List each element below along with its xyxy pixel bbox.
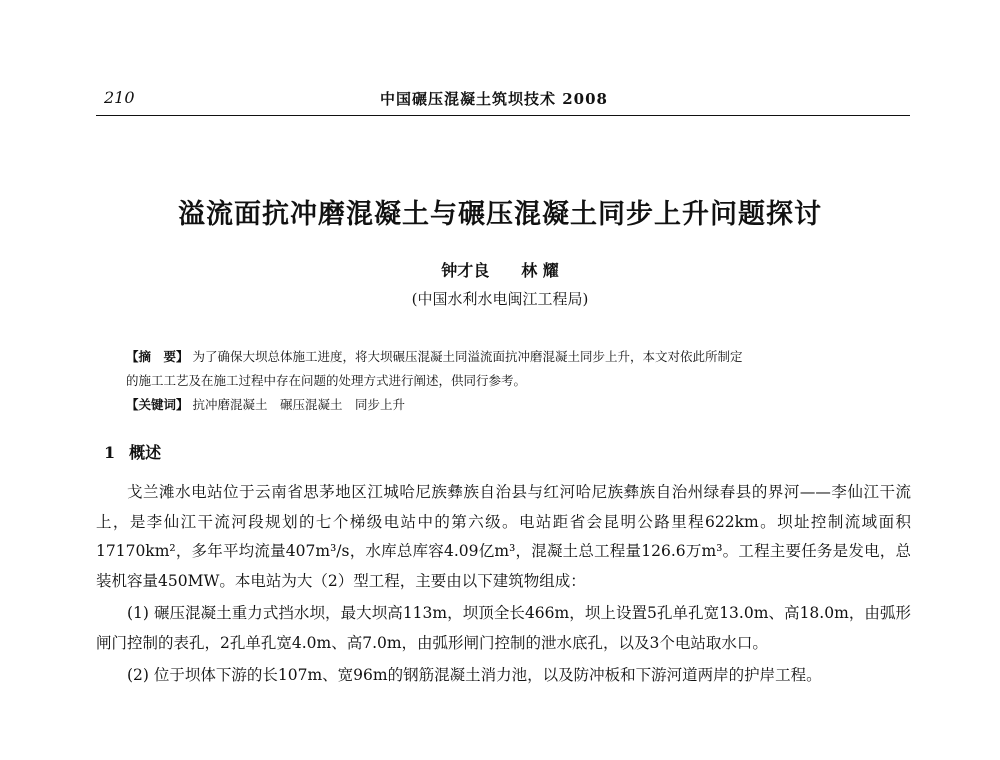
author-name: 林 耀 (521, 261, 559, 280)
section-title: 概述 (129, 443, 162, 462)
authors (0, 258, 1000, 281)
section-number: 1 (104, 443, 116, 462)
running-header: 中国碾压混凝土筑坝技术 2008 (380, 90, 608, 108)
keywords-label: 【关键词】 (126, 397, 189, 412)
affiliation: (中国水利水电闽江工程局) (411, 290, 589, 308)
page-number: 210 (104, 88, 135, 107)
abstract-label: 【摘 要】 (126, 349, 189, 364)
abstract-text-line1: 为了确保大坝总体施工进度，将大坝碾压混凝土同溢流面抗冲磨混凝土同步上升，本文对依此所制定 (192, 349, 743, 364)
keywords-text: 抗冲磨混凝土 碾压混凝土 同步上升 (192, 397, 406, 412)
body-paragraph: 戈兰滩水电站位于云南省思茅地区江城哈尼族彝族自治县与红河哈尼族彝族自治州绿春县的界河——李仙江干流上，是李仙江干流河段规划的七个梯级电站中的第六级。电站距省会昆明公路里程622km。坝址控制流域面积17170km²，多年平均流量407m³/s，水库总库容4.09亿m³，混凝土总工程量126.6万m³。工程主要任务是发电，总装机容量450MW。本电站为大（2）型工程，主要由以下建筑物组成： (96, 483, 911, 590)
header-rule (96, 115, 910, 116)
abstract-block (126, 345, 886, 417)
abstract-line (126, 345, 886, 369)
keywords-line (126, 393, 886, 417)
article-title: 溢流面抗冲磨混凝土与碾压混凝土同步上升问题探讨 (178, 199, 822, 230)
body-paragraph: (2) 位于坝体下游的长107m、宽96m的钢筋混凝土消力池，以及防冲板和下游河道两岸的护岸工程。 (127, 666, 822, 684)
body-text (96, 478, 911, 691)
section-heading (104, 440, 161, 463)
abstract-line: 的施工工艺及在施工过程中存在问题的处理方式进行阐述，供同行参考。 (126, 373, 527, 388)
body-paragraph: (1) 碾压混凝土重力式挡水坝，最大坝高113m，坝顶全长466m，坝上设置5孔单孔宽13.0m、高18.0m，由弧形闸门控制的表孔，2孔单孔宽4.0m、高7.0m，由弧形闸门控制的泄水底孔，以及3个电站取水口。 (96, 604, 911, 652)
author-name: 钟才良 (441, 261, 490, 280)
